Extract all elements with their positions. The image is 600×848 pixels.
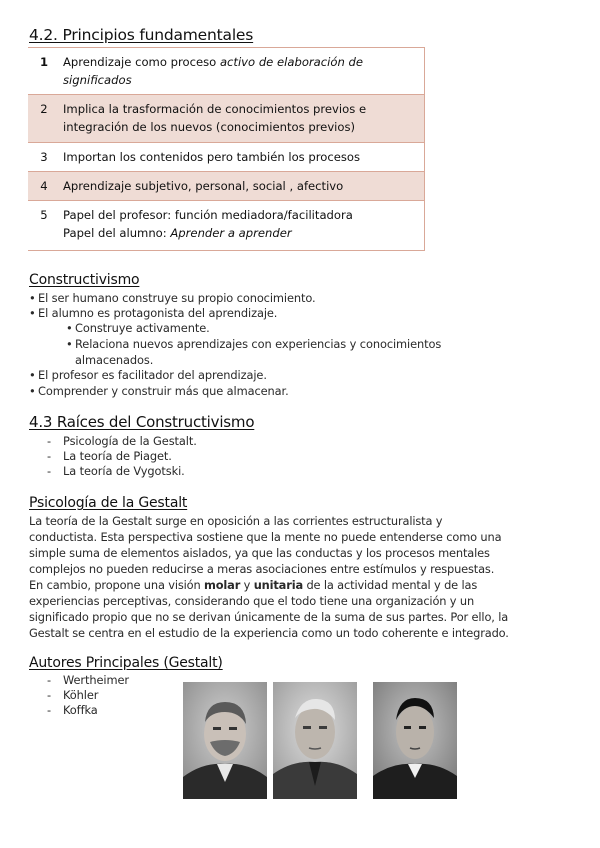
row-text-line: integración de los nuevos (conocimientos previos) [63,120,356,134]
dash-marker: - [47,673,52,687]
portrait-photo-2 [273,682,357,799]
dash-marker: - [47,434,52,448]
list-item: El ser humano construye su propio conocimiento. [38,291,316,305]
bullet-dot: • [29,291,36,305]
list-subitem: Construye activamente. [75,321,210,335]
row-number: 3 [28,143,60,172]
row-text [60,201,425,251]
row-text [60,95,425,143]
bullet-dot: • [29,384,36,398]
paragraph-line: Gestalt se centra en el estudio de la experiencia como un todo coherente e integrado. [29,626,509,640]
table-row [28,143,425,172]
dash-marker: - [47,688,52,702]
table-row [28,172,425,201]
list-item: Psicología de la Gestalt. [63,434,197,448]
principles-table [28,47,425,251]
bold-term: molar [204,578,241,592]
gestalt-heading: Psicología de la Gestalt [29,495,188,511]
paragraph-line: experiencias perceptivas, considerando que el todo tiene una organización y un [29,594,475,608]
paragraph-line: significado propio que no se derivan únicamente de la suma de sus partes. Por ello, la [29,610,509,624]
constructivismo-heading: Constructivismo [29,272,140,288]
portrait-photo-1 [183,682,267,799]
list-item: Koffka [63,703,98,717]
bullet-dot: • [66,321,73,335]
row-text-italic: activo de elaboración de [219,55,363,69]
row-number: 1 [28,48,60,95]
list-item: Wertheimer [63,673,129,687]
paragraph-line: complejos no pueden reducirse a meras asociaciones entre estímulos y respuestas. [29,562,495,576]
table-row [28,201,425,251]
table-row [28,48,425,95]
row-text-plain: Papel del alumno: [63,226,171,240]
row-text [60,48,425,95]
text-run: En cambio, propone una visión [29,578,205,592]
paragraph-line: La teoría de la Gestalt surge en oposición a las corrientes estructuralista y [29,514,443,528]
autores-heading: Autores Principales (Gestalt) [29,655,223,671]
row-text-plain: Aprendizaje como proceso [63,55,220,69]
row-text-line: Papel del profesor: función mediadora/facilitadora [63,208,353,222]
row-number: 4 [28,172,60,201]
paragraph-line: conductista. Esta perspectiva sostiene que la mente no puede entenderse como una [29,530,502,544]
text-run: de la actividad mental y de las [302,578,478,592]
row-text-line: Implica la trasformación de conocimientos previos e [63,102,367,116]
row-number: 5 [28,201,60,251]
row-text: Aprendizaje subjetivo, personal, social , afectivo [60,172,425,201]
bullet-dot: • [66,337,73,351]
list-item: El profesor es facilitador del aprendizaje. [38,368,267,382]
paragraph-line [29,578,477,594]
row-number: 2 [28,95,60,143]
row-text-italic: Aprender a aprender [170,226,292,240]
paragraph-line: simple suma de elementos aislados, ya que las conductas y los procesos mentales [29,546,490,560]
row-text: Importan los contenidos pero también los procesos [60,143,425,172]
list-item: Köhler [63,688,99,702]
row-text-italic: significados [63,73,132,87]
list-item: Comprender y construir más que almacenar. [38,384,289,398]
section-4-2-heading: 4.2. Principios fundamentales [29,26,254,44]
portrait-photo-3 [373,682,457,799]
bullet-dot: • [29,368,36,382]
bold-term: unitaria [253,578,303,592]
table-row [28,95,425,143]
list-subitem-continued: almacenados. [75,353,154,367]
dash-marker: - [47,703,52,717]
bullet-dot: • [29,306,36,320]
list-item: La teoría de Piaget. [63,449,172,463]
list-item: El alumno es protagonista del aprendizaje. [38,306,278,320]
dash-marker: - [47,449,52,463]
section-4-3-heading: 4.3 Raíces del Constructivismo [29,413,255,431]
list-item: La teoría de Vygotski. [63,464,185,478]
list-subitem: Relaciona nuevos aprendizajes con experiencias y conocimientos [75,337,442,351]
dash-marker: - [47,464,52,478]
text-run: y [240,578,254,592]
